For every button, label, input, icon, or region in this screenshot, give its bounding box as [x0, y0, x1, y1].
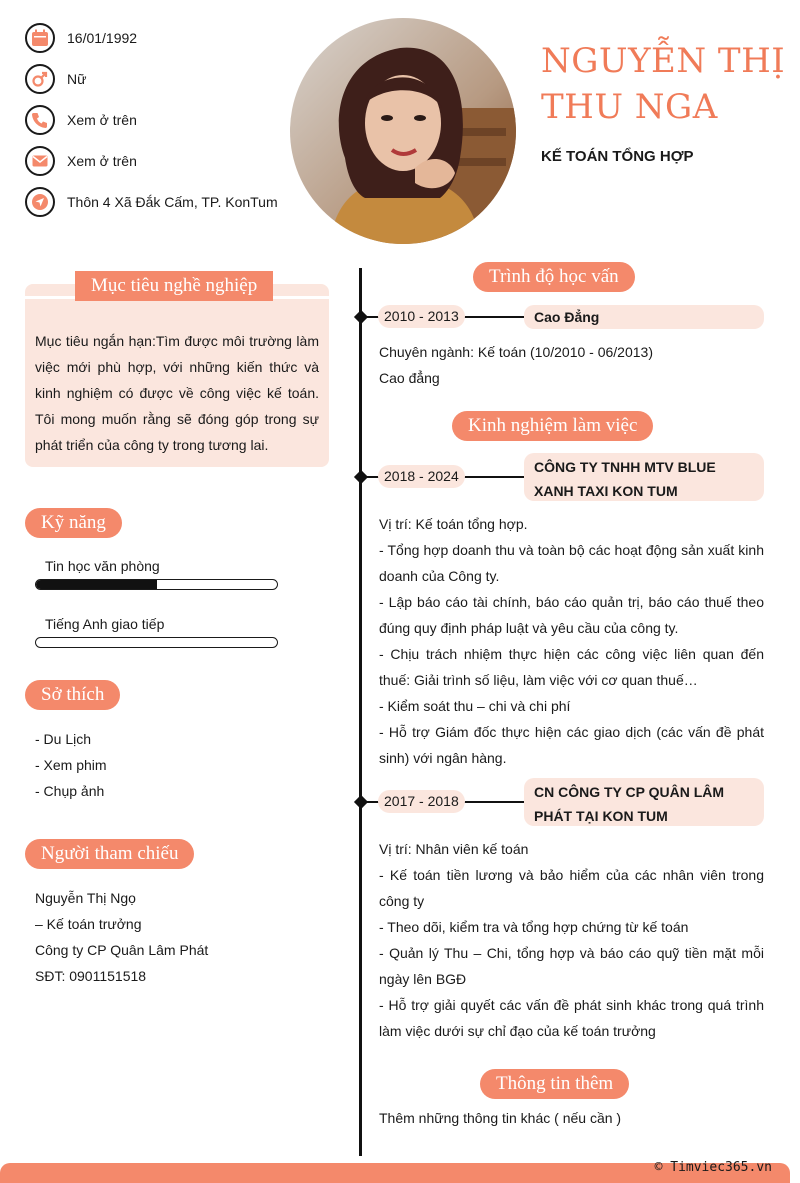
job-line: - Kiểm soát thu – chi và chi phí: [379, 698, 571, 714]
skill-bar-1: [35, 637, 278, 648]
education-date: 2010 - 2013: [378, 305, 465, 328]
references-list: [35, 885, 208, 989]
calendar-icon: [25, 23, 55, 53]
objective-heading: Mục tiêu nghề nghiệp: [75, 271, 273, 301]
job-line: - Chịu trách nhiệm thực hiện các công việc liên quan đến thuế: Giải trình số liệu, làm việc với cơ quan thuế…: [379, 646, 764, 688]
experience-heading: Kinh nghiệm làm việc: [452, 411, 653, 441]
contact-birthday: [25, 21, 137, 55]
job-line: - Tổng hợp doanh thu và toàn bộ các hoạt động sản xuất kinh doanh của Công ty.: [379, 542, 764, 584]
job-line: Vị trí: Kế toán tổng hợp.: [379, 516, 528, 532]
job-line: - Lập báo cáo tài chính, báo cáo quản trị, báo cáo thuế theo đúng quy định pháp luật và yêu cầu của công ty.: [379, 594, 764, 636]
candidate-name: [541, 38, 791, 130]
hobby-item: - Du Lịch: [35, 731, 92, 747]
contact-email: [25, 144, 137, 178]
contact-phone: [25, 103, 137, 137]
education-school: Cao Đẳng: [524, 305, 764, 329]
education-line: Cao đẳng: [379, 370, 440, 386]
job-line: - Theo dõi, kiểm tra và tổng hợp chứng từ kế toán: [379, 919, 689, 935]
skill-bar-0: [35, 579, 278, 590]
skill-label-1: Tiếng Anh giao tiếp: [45, 616, 165, 632]
education-heading: Trình độ học vấn: [473, 262, 635, 292]
mail-icon: [25, 146, 55, 176]
job-line: - Hỗ trợ giải quyết các vấn đề phát sinh khác trong quá trình làm việc dưới sự chỉ đạo của kế toán trưởng: [379, 997, 764, 1039]
footer-credit: © Timviec365.vn: [654, 1160, 772, 1175]
reference-line: Công ty CP Quân Lâm Phát: [35, 942, 209, 958]
job-line: - Hỗ trợ Giám đốc thực hiện các giao dịch (các vấn đề phát sinh) với ngân hàng.: [379, 724, 764, 766]
profile-photo: [290, 18, 516, 244]
birthday-text: 16/01/1992: [67, 30, 138, 46]
gender-icon: [25, 64, 55, 94]
references-heading: Người tham chiếu: [25, 839, 194, 869]
hobby-item: - Chụp ảnh: [35, 783, 105, 799]
address-text: Thôn 4 Xã Đắk Cấm, TP. KonTum: [67, 194, 278, 210]
email-text: Xem ở trên: [67, 153, 137, 169]
education-details: [379, 339, 764, 391]
skill-fill-0: [36, 580, 157, 589]
contact-gender: [25, 62, 86, 96]
job-company-0: CÔNG TY TNHH MTV BLUE XANH TAXI KON TUM: [524, 453, 764, 501]
location-icon: [25, 187, 55, 217]
reference-line: – Kế toán trưởng: [35, 916, 142, 932]
extra-heading: Thông tin thêm: [480, 1069, 629, 1099]
contact-address: [25, 185, 278, 219]
skills-heading: Kỹ năng: [25, 508, 122, 538]
hobby-item: - Xem phim: [35, 757, 107, 773]
job-date-1: 2017 - 2018: [378, 790, 465, 813]
phone-icon: [25, 105, 55, 135]
hobbies-heading: Sở thích: [25, 680, 120, 710]
job-date-0: 2018 - 2024: [378, 465, 465, 488]
reference-line: Nguyễn Thị Ngọ: [35, 890, 136, 906]
name-line-1: NGUYỄN THỊ: [541, 41, 786, 81]
objective-text: Mục tiêu ngắn hạn:Tìm được môi trường làm việc mới phù hợp, với những kiến thức và kinh nghiệm có được về công việc kế toán. Tôi mong muốn rằng sẽ đóng góp trong sự phát triển của công ty trong tương lai.: [35, 333, 319, 453]
timeline-line: [359, 268, 362, 1156]
job-company-1: CN CÔNG TY CP QUÂN LÂM PHÁT TẠI KON TUM: [524, 778, 764, 826]
hobbies-list: [35, 726, 107, 804]
gender-text: Nữ: [67, 71, 87, 87]
job-line: Vị trí: Nhân viên kế toán: [379, 841, 529, 857]
job-details-1: [379, 836, 764, 1044]
reference-line: SĐT: 0901151518: [35, 968, 147, 984]
job-line: - Kế toán tiền lương và bảo hiểm của các nhân viên trong công ty: [379, 867, 764, 909]
job-title: KẾ TOÁN TỔNG HỢP: [541, 148, 694, 165]
phone-text: Xem ở trên: [67, 112, 137, 128]
extra-text: Thêm những thông tin khác ( nếu cần ): [379, 1110, 622, 1126]
education-line: Chuyên ngành: Kế toán (10/2010 - 06/2013): [379, 344, 653, 360]
name-line-2: THU NGA: [541, 87, 718, 127]
skill-label-0: Tin học văn phòng: [45, 558, 160, 574]
job-details-0: [379, 511, 764, 771]
job-line: - Quản lý Thu – Chi, tổng hợp và báo cáo quỹ tiền mặt mỗi ngày lên BGĐ: [379, 945, 764, 987]
